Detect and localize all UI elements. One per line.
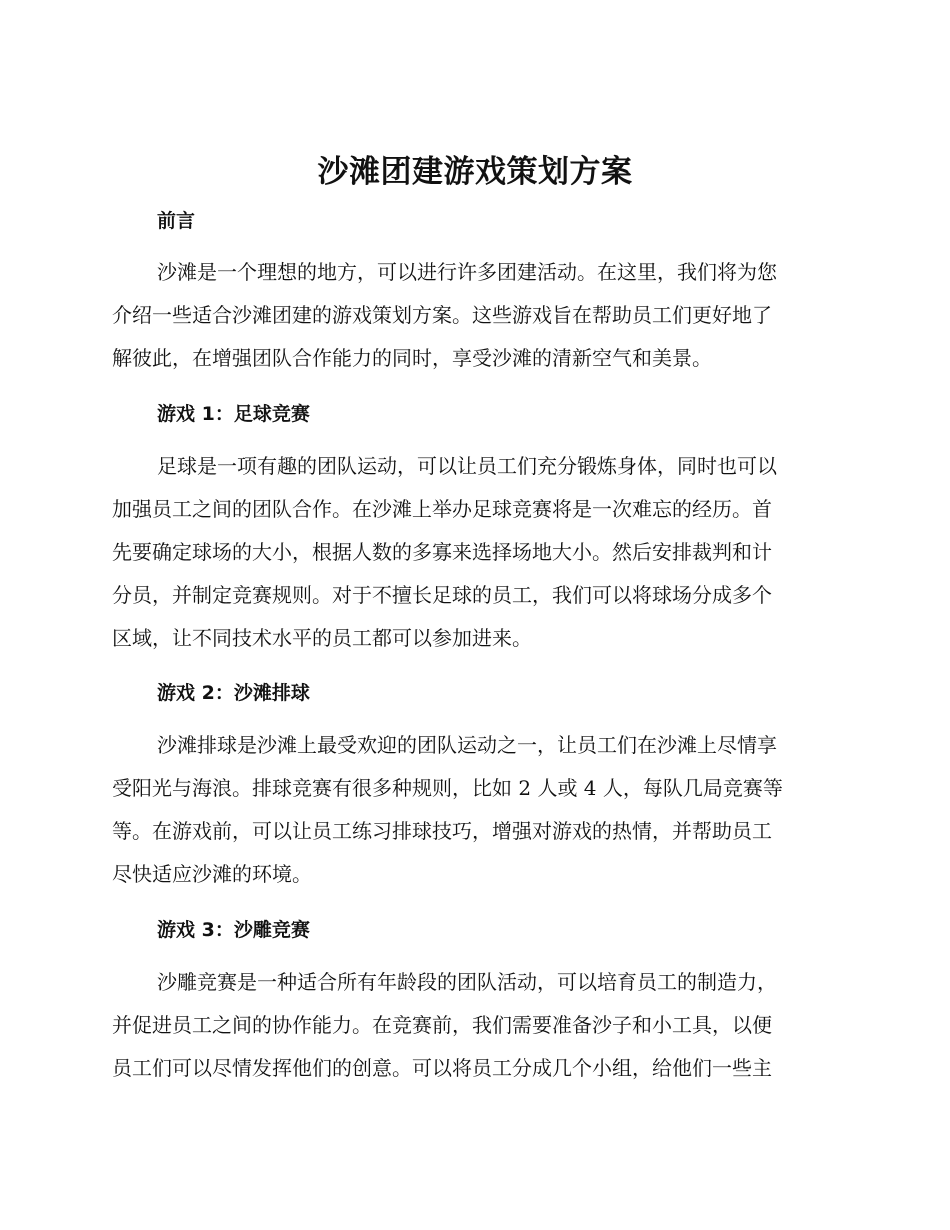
paragraph-line: 介绍一些适合沙滩团建的游戏策划方案。这些游戏旨在帮助员工们更好地了 bbox=[112, 303, 772, 327]
paragraph-line: 足球是一项有趣的团队运动，可以让员工们充分锻炼身体，同时也可以 bbox=[157, 454, 777, 478]
section-heading-game-3: 游戏 3：沙雕竞赛 bbox=[157, 919, 310, 941]
document-title: 沙滩团建游戏策划方案 bbox=[317, 154, 633, 190]
paragraph-line: 沙滩是一个理想的地方，可以进行许多团建活动。在这里，我们将为您 bbox=[157, 260, 777, 284]
paragraph-line: 分员，并制定竞赛规则。对于不擅长足球的员工，我们可以将球场分成多个 bbox=[112, 583, 772, 607]
paragraph-preface bbox=[112, 251, 832, 380]
paragraph-game-3 bbox=[112, 961, 832, 1090]
paragraph-line: 等。在游戏前，可以让员工练习排球技巧，增强对游戏的热情，并帮助员工 bbox=[112, 819, 772, 843]
paragraph-line: 受阳光与海浪。排球竞赛有很多种规则，比如 2 人或 4 人，每队几局竞赛等 bbox=[112, 776, 783, 800]
section-heading-game-2: 游戏 2：沙滩排球 bbox=[157, 682, 310, 704]
paragraph-game-1 bbox=[112, 445, 832, 660]
section-heading-preface: 前言 bbox=[157, 210, 196, 232]
paragraph-game-2 bbox=[112, 724, 832, 896]
paragraph-line: 并促进员工之间的协作能力。在竞赛前，我们需要准备沙子和小工具，以便 bbox=[112, 1013, 772, 1037]
paragraph-line: 加强员工之间的团队合作。在沙滩上举办足球竞赛将是一次难忘的经历。首 bbox=[112, 497, 772, 521]
paragraph-line: 沙雕竞赛是一种适合所有年龄段的团队活动，可以培育员工的制造力， bbox=[157, 970, 777, 994]
paragraph-line: 区域，让不同技术水平的员工都可以参加进来。 bbox=[112, 626, 532, 650]
paragraph-line: 尽快适应沙滩的环境。 bbox=[112, 862, 312, 886]
section-heading-game-1: 游戏 1：足球竞赛 bbox=[157, 403, 310, 425]
paragraph-line: 沙滩排球是沙滩上最受欢迎的团队运动之一，让员工们在沙滩上尽情享 bbox=[157, 733, 777, 757]
paragraph-line: 先要确定球场的大小，根据人数的多寡来选择场地大小。然后安排裁判和计 bbox=[112, 540, 772, 564]
paragraph-line: 员工们可以尽情发挥他们的创意。可以将员工分成几个小组，给他们一些主 bbox=[112, 1056, 772, 1080]
paragraph-line: 解彼此，在增强团队合作能力的同时，享受沙滩的清新空气和美景。 bbox=[112, 346, 712, 370]
